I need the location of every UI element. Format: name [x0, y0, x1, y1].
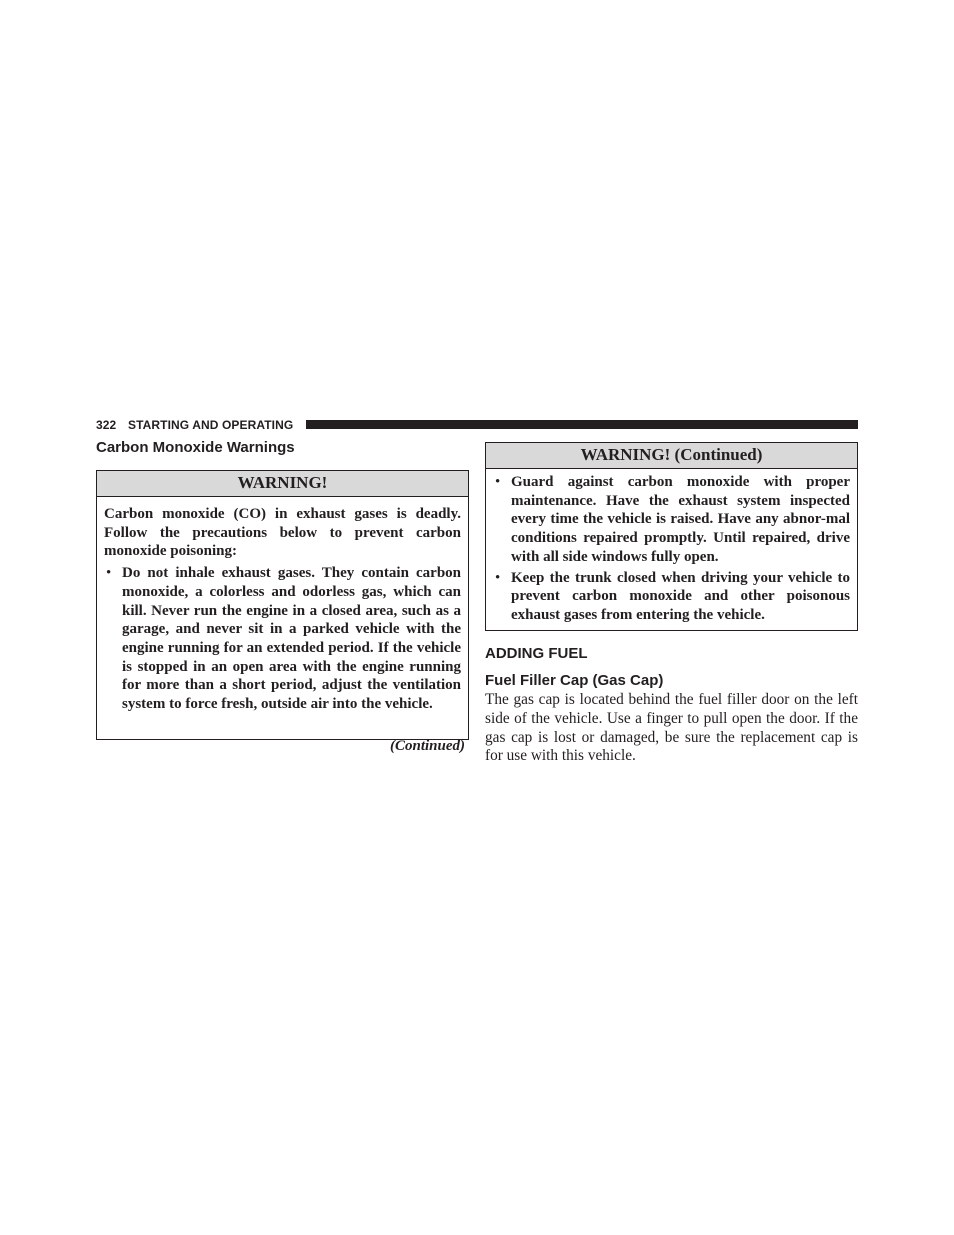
- page-number: 322: [96, 418, 117, 432]
- warning-content: [97, 497, 468, 722]
- bullet-text: Keep the trunk closed when driving your vehicle to prevent carbon monoxide and other poisonous exhaust gases from entering the vehicle.: [511, 569, 850, 623]
- list-item: [493, 473, 850, 567]
- bullet-icon: •: [495, 569, 501, 586]
- warning-continued-bullet-list: [493, 473, 850, 625]
- bullet-text: Do not inhale exhaust gases. They contain carbon monoxide, a colorless and odorless gas, which can kill. Never run the engine in a closed area, such as a garage, and never sit in a parked vehicle with the engine running for an extended period. If the vehicle is stopped in an open area with the engine running for more than a short period, adjust the ventilation system to force fresh, outside air into the vehicle.: [122, 565, 461, 713]
- bullet-text: Guard against carbon monoxide with proper maintenance. Have the exhaust system inspected every time the vehicle is raised. Have any abnor-mal conditions repaired promptly. Until repaired, drive with all side windows fully open.: [511, 474, 850, 565]
- warning-title: WARNING!: [97, 471, 468, 497]
- warning-continued-box: [485, 442, 858, 631]
- section-title: STARTING AND OPERATING: [128, 418, 294, 432]
- warning-continued-content: [486, 469, 857, 633]
- bullet-icon: •: [106, 565, 112, 582]
- warning-continued-title: WARNING! (Continued): [486, 443, 857, 469]
- warning-box: [96, 470, 469, 740]
- carbon-monoxide-heading: Carbon Monoxide Warnings: [96, 439, 295, 456]
- page-header: [96, 418, 858, 432]
- warning-bullet-list: [104, 564, 461, 714]
- fuel-filler-paragraph: The gas cap is located behind the fuel filler door on the left side of the vehicle. Use a finger to pull open the door. If the gas cap is lost or damaged, be sure the replacement cap is for use with this vehicle.: [485, 691, 858, 765]
- list-item: [493, 569, 850, 625]
- list-item: [104, 564, 461, 714]
- continued-label: (Continued): [390, 738, 466, 754]
- warning-intro: Carbon monoxide (CO) in exhaust gases is deadly. Follow the precautions below to prevent carbon monoxide poisoning:: [104, 506, 461, 560]
- bullet-icon: •: [495, 474, 501, 490]
- adding-fuel-heading: ADDING FUEL: [485, 645, 588, 662]
- header-rule: [306, 420, 858, 429]
- fuel-filler-cap-heading: Fuel Filler Cap (Gas Cap): [485, 672, 664, 689]
